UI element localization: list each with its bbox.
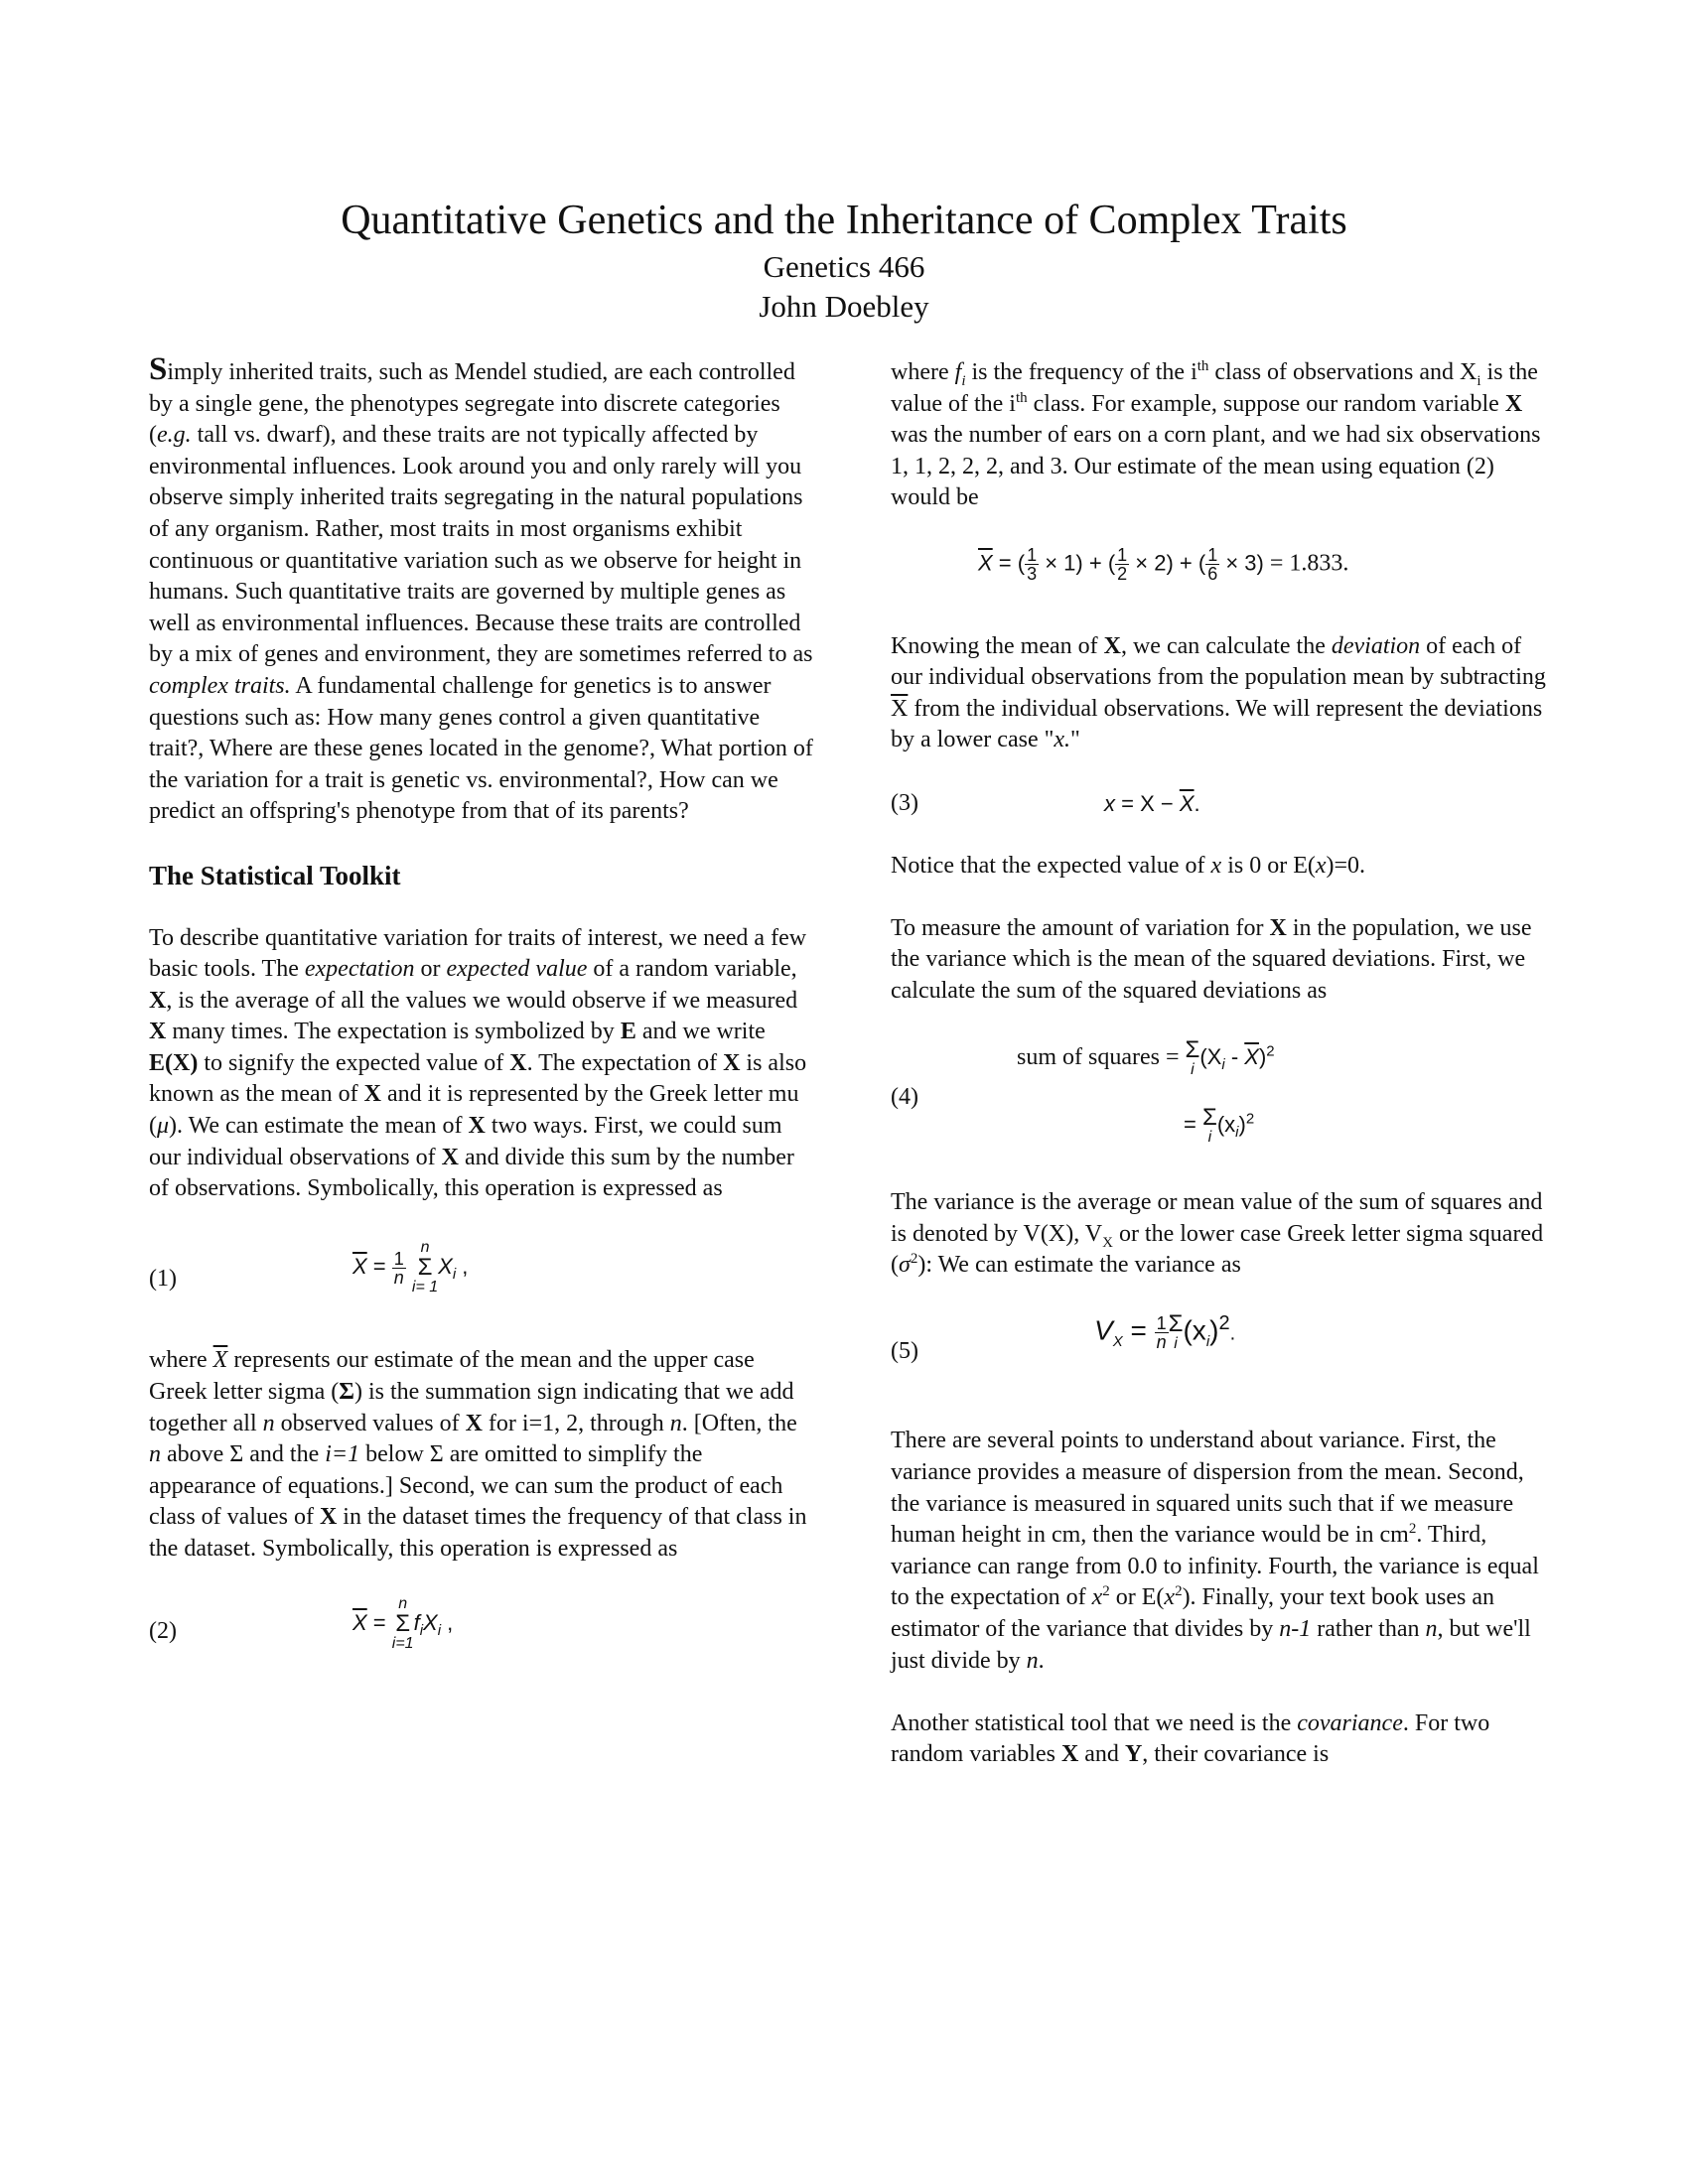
equation-number: (3) [891,789,918,816]
drop-cap: S [149,351,168,387]
equation-4 [891,1038,1546,1187]
equation-2 [149,1596,814,1686]
equation-body: $\overline{X}$ = n Σ i=1 $f_iX_i$ , [352,1595,454,1653]
paper-header [0,194,1688,327]
paper-title: Quantitative Genetics and the Inheritance of Complex Traits [341,198,1347,243]
equation-5 [891,1312,1546,1406]
equation-number: (1) [149,1266,177,1293]
equation-number: (2) [149,1618,177,1645]
left-column [149,351,814,1686]
deviation-paragraph: Knowing the mean of X, we can calculate the deviation of each of our individual observations from the population mean by subtracting $\overline{X}$ from the individual observations. We will represent the deviations by a lower case "x." [891,632,1546,753]
equation-body: sum of squares = Σ i $(X_i - \overline{X})^2$ [1017,1036,1275,1079]
example-equation [891,546,1546,608]
equation-body: $\overline{X}$ = $\frac{1}{n}$ n Σ i= 1 $X_i$ , [352,1239,469,1297]
equation-number: (5) [891,1338,918,1365]
variance-points-paragraph: There are several points to understand about variance. First, the variance provides a measure of dispersion from the mean. Second, the variance is measured in squared units such that if we measure human height in cm, then the variance would be in $cm^2$. Third, variance can range from 0.0 to infinity. Fourth, the variance is equal to the expectation of $x^2$ or $E(x^2)$. Finally, your text book uses an estimator of the variance that divides by n-1 rather than n, but we'll just divide by n. [891,1428,1539,1674]
covariance-paragraph: Another statistical tool that we need is the covariance. For two random variables X and Y, their covariance is [891,1709,1490,1768]
course-name: Genetics 466 [763,249,925,284]
author-name: John Doebley [759,289,929,324]
equation-body: $x = X - \overline{X}$. [1104,790,1200,816]
section-heading: The Statistical Toolkit [149,860,401,890]
equation-1 [149,1236,814,1331]
variation-paragraph: To measure the amount of variation for X in the population, we use the variance which is the mean of the squared deviations. First, we calculate the sum of the squared deviations as [891,914,1532,1004]
intro-paragraph: Simply inherited traits, such as Mendel studied, are each controlled by a single gene, the phenotypes segregate into discrete categories (e.g. tall vs. dwarf), and these traits are not typically affected by environmental influences. Look around you and only rarely will you observe simply inherited traits segregating in the natural populations of any organism. Rather, most traits in most organisms exhibit continuous or quantitative variation such as we observe for height in humans. Such quantitative traits are governed by multiple genes as well as environmental influences. Because these traits are controlled by a mix of genes and environment, they are sometimes referred to as complex traits. A fundamental challenge for genetics is to answer questions such as: How many genes control a given quantitative trait?, Where are these genes located in the genome?, What portion of the variation for a trait is genetic vs. environmental?, How can we predict an offspring's phenotype from that of its parents? [149,351,813,825]
right-column [891,357,1546,1803]
expected-value-paragraph: Notice that the expected value of x is 0 or E(x)=0. [891,852,1366,879]
variance-paragraph: The variance is the average or mean value of the sum of squares and is denoted by V(X), $V_X$ or the lower case Greek letter sigma squared $(\sigma^2)$: We can estimate the variance as [891,1189,1544,1279]
toolkit-paragraph: To describe quantitative variation for traits of interest, we need a few basic tools. The expectation or expected value of a random variable, X, is the average of all the values we would observe if we measured X many times. The expectation is symbolized by E and we write E(X) to signify the expected value of X. The expectation of X is also known as the mean of X and it is represented by the Greek letter mu (μ). We can estimate the mean of X two ways. First, we could sum our individual observations of X and divide this sum by the number of observations. Symbolically, this operation is expressed as [149,924,807,1202]
equation-body: $\overline{X}$ = ( $\frac{1}{3}$ × 1) + ( $\frac{1}{2}$ × 2) + ( $\frac{1}{6}$ × 3) = 1.833. [978,544,1349,584]
equation-number: (4) [891,1084,918,1111]
equation-body-line-2: = Σ i $(x_i)^2$ [1184,1104,1255,1147]
equation-3 [891,788,1546,820]
frequency-paragraph: where $f_i$ is the frequency of the $i^{th}$ class of observations and $X_i$ is the value of the $i^{th}$ class. For example, suppose our random variable X was the number of ears on a corn plant, and we had six observations 1, 1, 2, 2, 2, and 3. Our estimate of the mean using equation (2) would be [891,358,1541,511]
sigma-paragraph: where $\overline{X}$ represents our estimate of the mean and the upper case Greek letter sigma (Σ) is the summation sign indicating that we add together all n observed values of X for i=1, 2, through n. [Often, the n above Σ and the i=1 below Σ are omitted to simplify the appearance of equations.] Second, we can sum the product of each class of values of X in the dataset times the frequency of that class in the dataset. Symbolically, this operation is expressed as [149,1347,807,1562]
equation-body: $V_X$ = $\frac{1}{n}$ Σ i $(x_i)^2$. [1094,1310,1236,1353]
